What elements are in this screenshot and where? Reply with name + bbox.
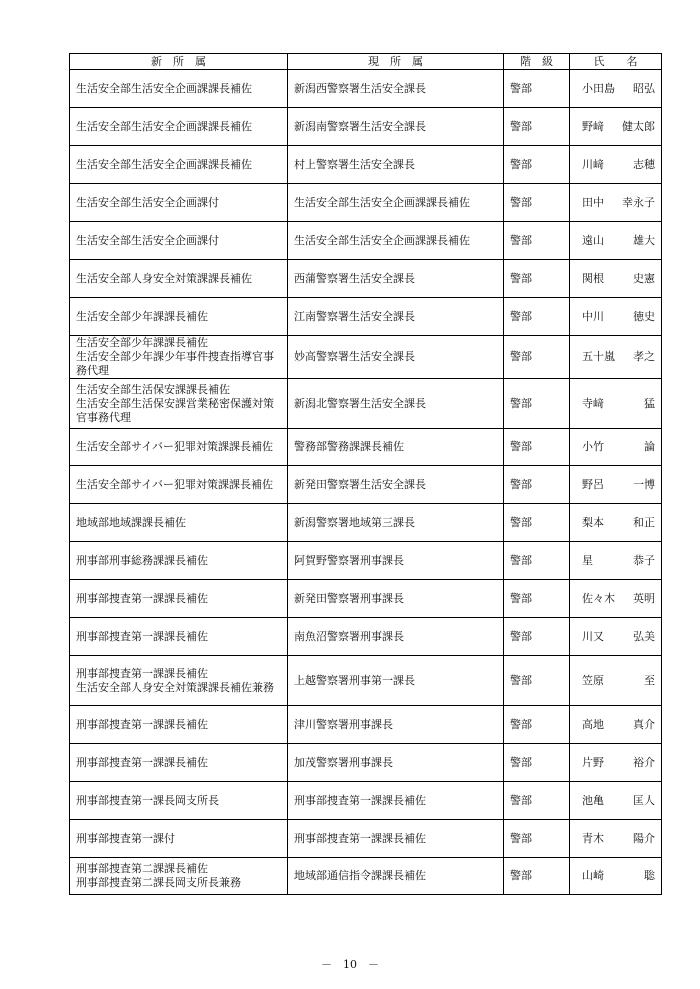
rank-text: 警部 [510, 831, 532, 845]
table-row [70, 379, 662, 429]
given-name: 徳史 [633, 309, 655, 323]
new-post-cell [70, 782, 288, 820]
new-post-text: 生活安全部生活安全企画課付 [76, 233, 219, 247]
current-post-cell [288, 108, 504, 146]
given-name: 史憲 [633, 271, 655, 285]
new-post-cell [70, 298, 288, 336]
new-post-text: 生活安全部少年課課長補佐 生活安全部少年課少年事件捜査指導官事務代理 [76, 336, 274, 377]
given-name: 真介 [633, 717, 655, 731]
current-post-text: 刑事部捜査第一課課長補佐 [294, 793, 426, 807]
surname: 野呂 [582, 477, 604, 491]
name-cell [570, 706, 662, 744]
new-post-text: 生活安全部生活保安課課長補佐 生活安全部生活保安課営業秘密保護対策官事務代理 [76, 382, 274, 424]
surname: 片野 [582, 755, 604, 769]
rank-cell [504, 706, 570, 744]
new-post-cell [70, 618, 288, 656]
rank-cell [504, 782, 570, 820]
current-post-text: 南魚沼警察署刑事課長 [294, 629, 404, 643]
rank-cell [504, 379, 570, 429]
given-name: 恭子 [633, 553, 655, 567]
new-post-text: 生活安全部生活安全企画課課長補佐 [76, 119, 252, 133]
rank-cell [504, 858, 570, 895]
given-name: 英明 [633, 591, 655, 605]
surname: 小田島 [582, 81, 615, 95]
new-post-text: 生活安全部サイバー犯罪対策課課長補佐 [76, 440, 274, 453]
rank-text: 警部 [510, 157, 532, 171]
new-post-text: 刑事部刑事総務課課長補佐 [76, 553, 208, 567]
name-cell [570, 858, 662, 895]
name-cell [570, 820, 662, 858]
rank-cell [504, 744, 570, 782]
current-post-text: 刑事部捜査第一課課長補佐 [294, 831, 426, 845]
rank-cell [504, 108, 570, 146]
current-post-cell [288, 336, 504, 379]
rank-text: 警部 [510, 553, 532, 567]
name-cell [570, 466, 662, 504]
given-name: 匡人 [633, 793, 655, 807]
header-name: 氏 名 [570, 54, 662, 70]
current-post-cell [288, 429, 504, 466]
given-name: 聡 [644, 869, 655, 882]
new-post-text: 生活安全部生活安全企画課課長補佐 [76, 81, 252, 95]
surname: 青木 [582, 831, 604, 845]
current-post-cell [288, 222, 504, 260]
given-name: 健太郎 [622, 119, 655, 133]
surname: 笠原 [582, 673, 604, 687]
new-post-text: 生活安全部生活安全企画課付 [76, 195, 219, 209]
table-row [70, 260, 662, 298]
name-cell [570, 504, 662, 542]
current-post-text: 西蒲警察署生活安全課長 [294, 271, 415, 285]
table-row [70, 146, 662, 184]
current-post-cell [288, 504, 504, 542]
given-name: 一博 [633, 477, 655, 491]
current-post-cell [288, 706, 504, 744]
new-post-cell [70, 222, 288, 260]
new-post-cell [70, 820, 288, 858]
table-row [70, 782, 662, 820]
rank-cell [504, 820, 570, 858]
table-row [70, 858, 662, 895]
current-post-cell [288, 466, 504, 504]
new-post-text: 刑事部捜査第一課課長補佐 生活安全部人身安全対策課課長補佐兼務 [76, 666, 274, 694]
current-post-text: 地域部通信指令課課長補佐 [294, 869, 426, 882]
given-name: 雄大 [633, 233, 655, 247]
surname: 小竹 [582, 440, 604, 453]
name-cell [570, 542, 662, 580]
new-post-text: 刑事部捜査第一課課長補佐 [76, 591, 208, 605]
new-post-cell [70, 656, 288, 706]
current-post-cell [288, 858, 504, 895]
name-cell [570, 782, 662, 820]
rank-text: 警部 [510, 477, 532, 491]
new-post-text: 生活安全部生活安全企画課課長補佐 [76, 157, 252, 171]
new-post-text: 生活安全部人身安全対策課課長補佐 [76, 271, 252, 285]
rank-text: 警部 [510, 350, 532, 363]
rank-text: 警部 [510, 396, 532, 410]
current-post-text: 新潟南警察署生活安全課長 [294, 119, 426, 133]
new-post-text: 刑事部捜査第一課付 [76, 831, 175, 845]
table-row [70, 336, 662, 379]
surname: 野﨑 [582, 119, 604, 133]
rank-cell [504, 580, 570, 618]
current-post-text: 上越警察署刑事第一課長 [294, 673, 415, 687]
current-post-cell [288, 782, 504, 820]
name-cell [570, 618, 662, 656]
table-row [70, 184, 662, 222]
table-row [70, 618, 662, 656]
new-post-cell [70, 146, 288, 184]
table-row [70, 429, 662, 466]
name-cell [570, 298, 662, 336]
rank-cell [504, 466, 570, 504]
table-row [70, 108, 662, 146]
new-post-cell [70, 542, 288, 580]
given-name: 陽介 [633, 831, 655, 845]
current-post-text: 新潟警察署地域第三課長 [294, 515, 415, 529]
table-row [70, 656, 662, 706]
name-cell [570, 184, 662, 222]
rank-text: 警部 [510, 515, 532, 529]
rank-text: 警部 [510, 309, 532, 323]
table-header-row [70, 54, 662, 70]
page-number: － 10 － [321, 958, 379, 971]
table-row [70, 466, 662, 504]
new-post-cell [70, 379, 288, 429]
current-post-cell [288, 618, 504, 656]
rank-text: 警部 [510, 81, 532, 95]
rank-cell [504, 429, 570, 466]
surname: 山崎 [582, 869, 604, 882]
new-post-cell [70, 706, 288, 744]
current-post-cell [288, 580, 504, 618]
current-post-cell [288, 379, 504, 429]
current-post-text: 津川警察署刑事課長 [294, 717, 393, 731]
rank-text: 警部 [510, 233, 532, 247]
new-post-cell [70, 108, 288, 146]
rank-text: 警部 [510, 271, 532, 285]
new-post-cell [70, 580, 288, 618]
new-post-text: 地域部地域課課長補佐 [76, 515, 186, 529]
table-row [70, 706, 662, 744]
rank-cell [504, 656, 570, 706]
current-post-text: 新発田警察署刑事課長 [294, 591, 404, 605]
rank-text: 警部 [510, 755, 532, 769]
new-post-text: 生活安全部サイバー犯罪対策課課長補佐 [76, 477, 274, 491]
table-row [70, 542, 662, 580]
surname: 池亀 [582, 793, 604, 807]
current-post-cell [288, 70, 504, 108]
given-name: 孝之 [633, 350, 655, 363]
surname: 川又 [582, 629, 604, 643]
current-post-cell [288, 146, 504, 184]
current-post-text: 新潟西警察署生活安全課長 [294, 81, 426, 95]
current-post-text: 新発田警察署生活安全課長 [294, 477, 426, 491]
table-row [70, 298, 662, 336]
surname: 高地 [582, 717, 604, 731]
new-post-cell [70, 466, 288, 504]
current-post-cell [288, 298, 504, 336]
given-name: 猛 [644, 396, 655, 410]
table-row [70, 580, 662, 618]
surname: 遠山 [582, 233, 604, 247]
new-post-text: 刑事部捜査第一課課長補佐 [76, 717, 208, 731]
current-post-text: 新潟北警察署生活安全課長 [294, 396, 426, 410]
current-post-text: 江南警察署生活安全課長 [294, 309, 415, 323]
name-cell [570, 580, 662, 618]
new-post-text: 刑事部捜査第一課課長補佐 [76, 755, 208, 769]
current-post-text: 村上警察署生活安全課長 [294, 157, 415, 171]
current-post-cell [288, 820, 504, 858]
current-post-text: 生活安全部生活安全企画課課長補佐 [294, 195, 470, 209]
surname: 佐々木 [582, 591, 615, 605]
rank-text: 警部 [510, 673, 532, 687]
new-post-cell [70, 858, 288, 895]
given-name: 至 [644, 673, 655, 687]
header-new-post: 新 所 属 [70, 54, 288, 70]
new-post-cell [70, 336, 288, 379]
given-name: 裕介 [633, 755, 655, 769]
rank-text: 警部 [510, 629, 532, 643]
current-post-cell [288, 744, 504, 782]
rank-cell [504, 184, 570, 222]
rank-text: 警部 [510, 591, 532, 605]
given-name: 幸永子 [622, 195, 655, 209]
current-post-text: 加茂警察署刑事課長 [294, 755, 393, 769]
header-current-post: 現 所 属 [288, 54, 504, 70]
surname: 田中 [582, 195, 604, 209]
rank-text: 警部 [510, 119, 532, 133]
name-cell [570, 336, 662, 379]
new-post-text: 刑事部捜査第一課課長補佐 [76, 629, 208, 643]
new-post-cell [70, 260, 288, 298]
table-row [70, 744, 662, 782]
table-row [70, 504, 662, 542]
name-cell [570, 146, 662, 184]
new-post-text: 生活安全部少年課課長補佐 [76, 309, 208, 323]
name-cell [570, 379, 662, 429]
current-post-cell [288, 656, 504, 706]
surname: 関根 [582, 271, 604, 285]
name-cell [570, 222, 662, 260]
rank-cell [504, 298, 570, 336]
name-cell [570, 744, 662, 782]
rank-text: 警部 [510, 440, 532, 453]
surname: 梨本 [582, 515, 604, 529]
rank-cell [504, 70, 570, 108]
name-cell [570, 260, 662, 298]
surname: 川﨑 [582, 157, 604, 171]
rank-cell [504, 146, 570, 184]
rank-text: 警部 [510, 717, 532, 731]
new-post-cell [70, 504, 288, 542]
rank-text: 警部 [510, 869, 532, 882]
current-post-text: 妙高警察署生活安全課長 [294, 350, 415, 363]
rank-cell [504, 336, 570, 379]
table-row [70, 222, 662, 260]
surname: 寺﨑 [582, 396, 604, 410]
given-name: 論 [644, 440, 655, 453]
name-cell [570, 656, 662, 706]
given-name: 志穂 [633, 157, 655, 171]
new-post-cell [70, 184, 288, 222]
table-body [70, 70, 662, 895]
name-cell [570, 429, 662, 466]
given-name: 昭弘 [633, 81, 655, 95]
new-post-text: 刑事部捜査第二課課長補佐 刑事部捜査第二課長岡支所長兼務 [76, 862, 241, 889]
new-post-cell [70, 744, 288, 782]
name-cell [570, 108, 662, 146]
rank-text: 警部 [510, 195, 532, 209]
new-post-cell [70, 429, 288, 466]
rank-text: 警部 [510, 793, 532, 807]
surname: 五十嵐 [582, 350, 615, 363]
rank-cell [504, 260, 570, 298]
table-row [70, 70, 662, 108]
new-post-cell [70, 70, 288, 108]
current-post-cell [288, 260, 504, 298]
personnel-table [69, 53, 662, 895]
rank-cell [504, 504, 570, 542]
current-post-cell [288, 542, 504, 580]
current-post-text: 警務部警務課課長補佐 [294, 440, 404, 453]
rank-cell [504, 618, 570, 656]
current-post-text: 阿賀野警察署刑事課長 [294, 553, 404, 567]
current-post-cell [288, 184, 504, 222]
table-row [70, 820, 662, 858]
current-post-text: 生活安全部生活安全企画課課長補佐 [294, 233, 470, 247]
name-cell [570, 70, 662, 108]
header-rank: 階 級 [504, 54, 570, 70]
given-name: 弘美 [633, 629, 655, 643]
rank-cell [504, 542, 570, 580]
surname: 星 [582, 553, 593, 567]
new-post-text: 刑事部捜査第一課長岡支所長 [76, 793, 219, 807]
given-name: 和正 [633, 515, 655, 529]
surname: 中川 [582, 309, 604, 323]
rank-cell [504, 222, 570, 260]
